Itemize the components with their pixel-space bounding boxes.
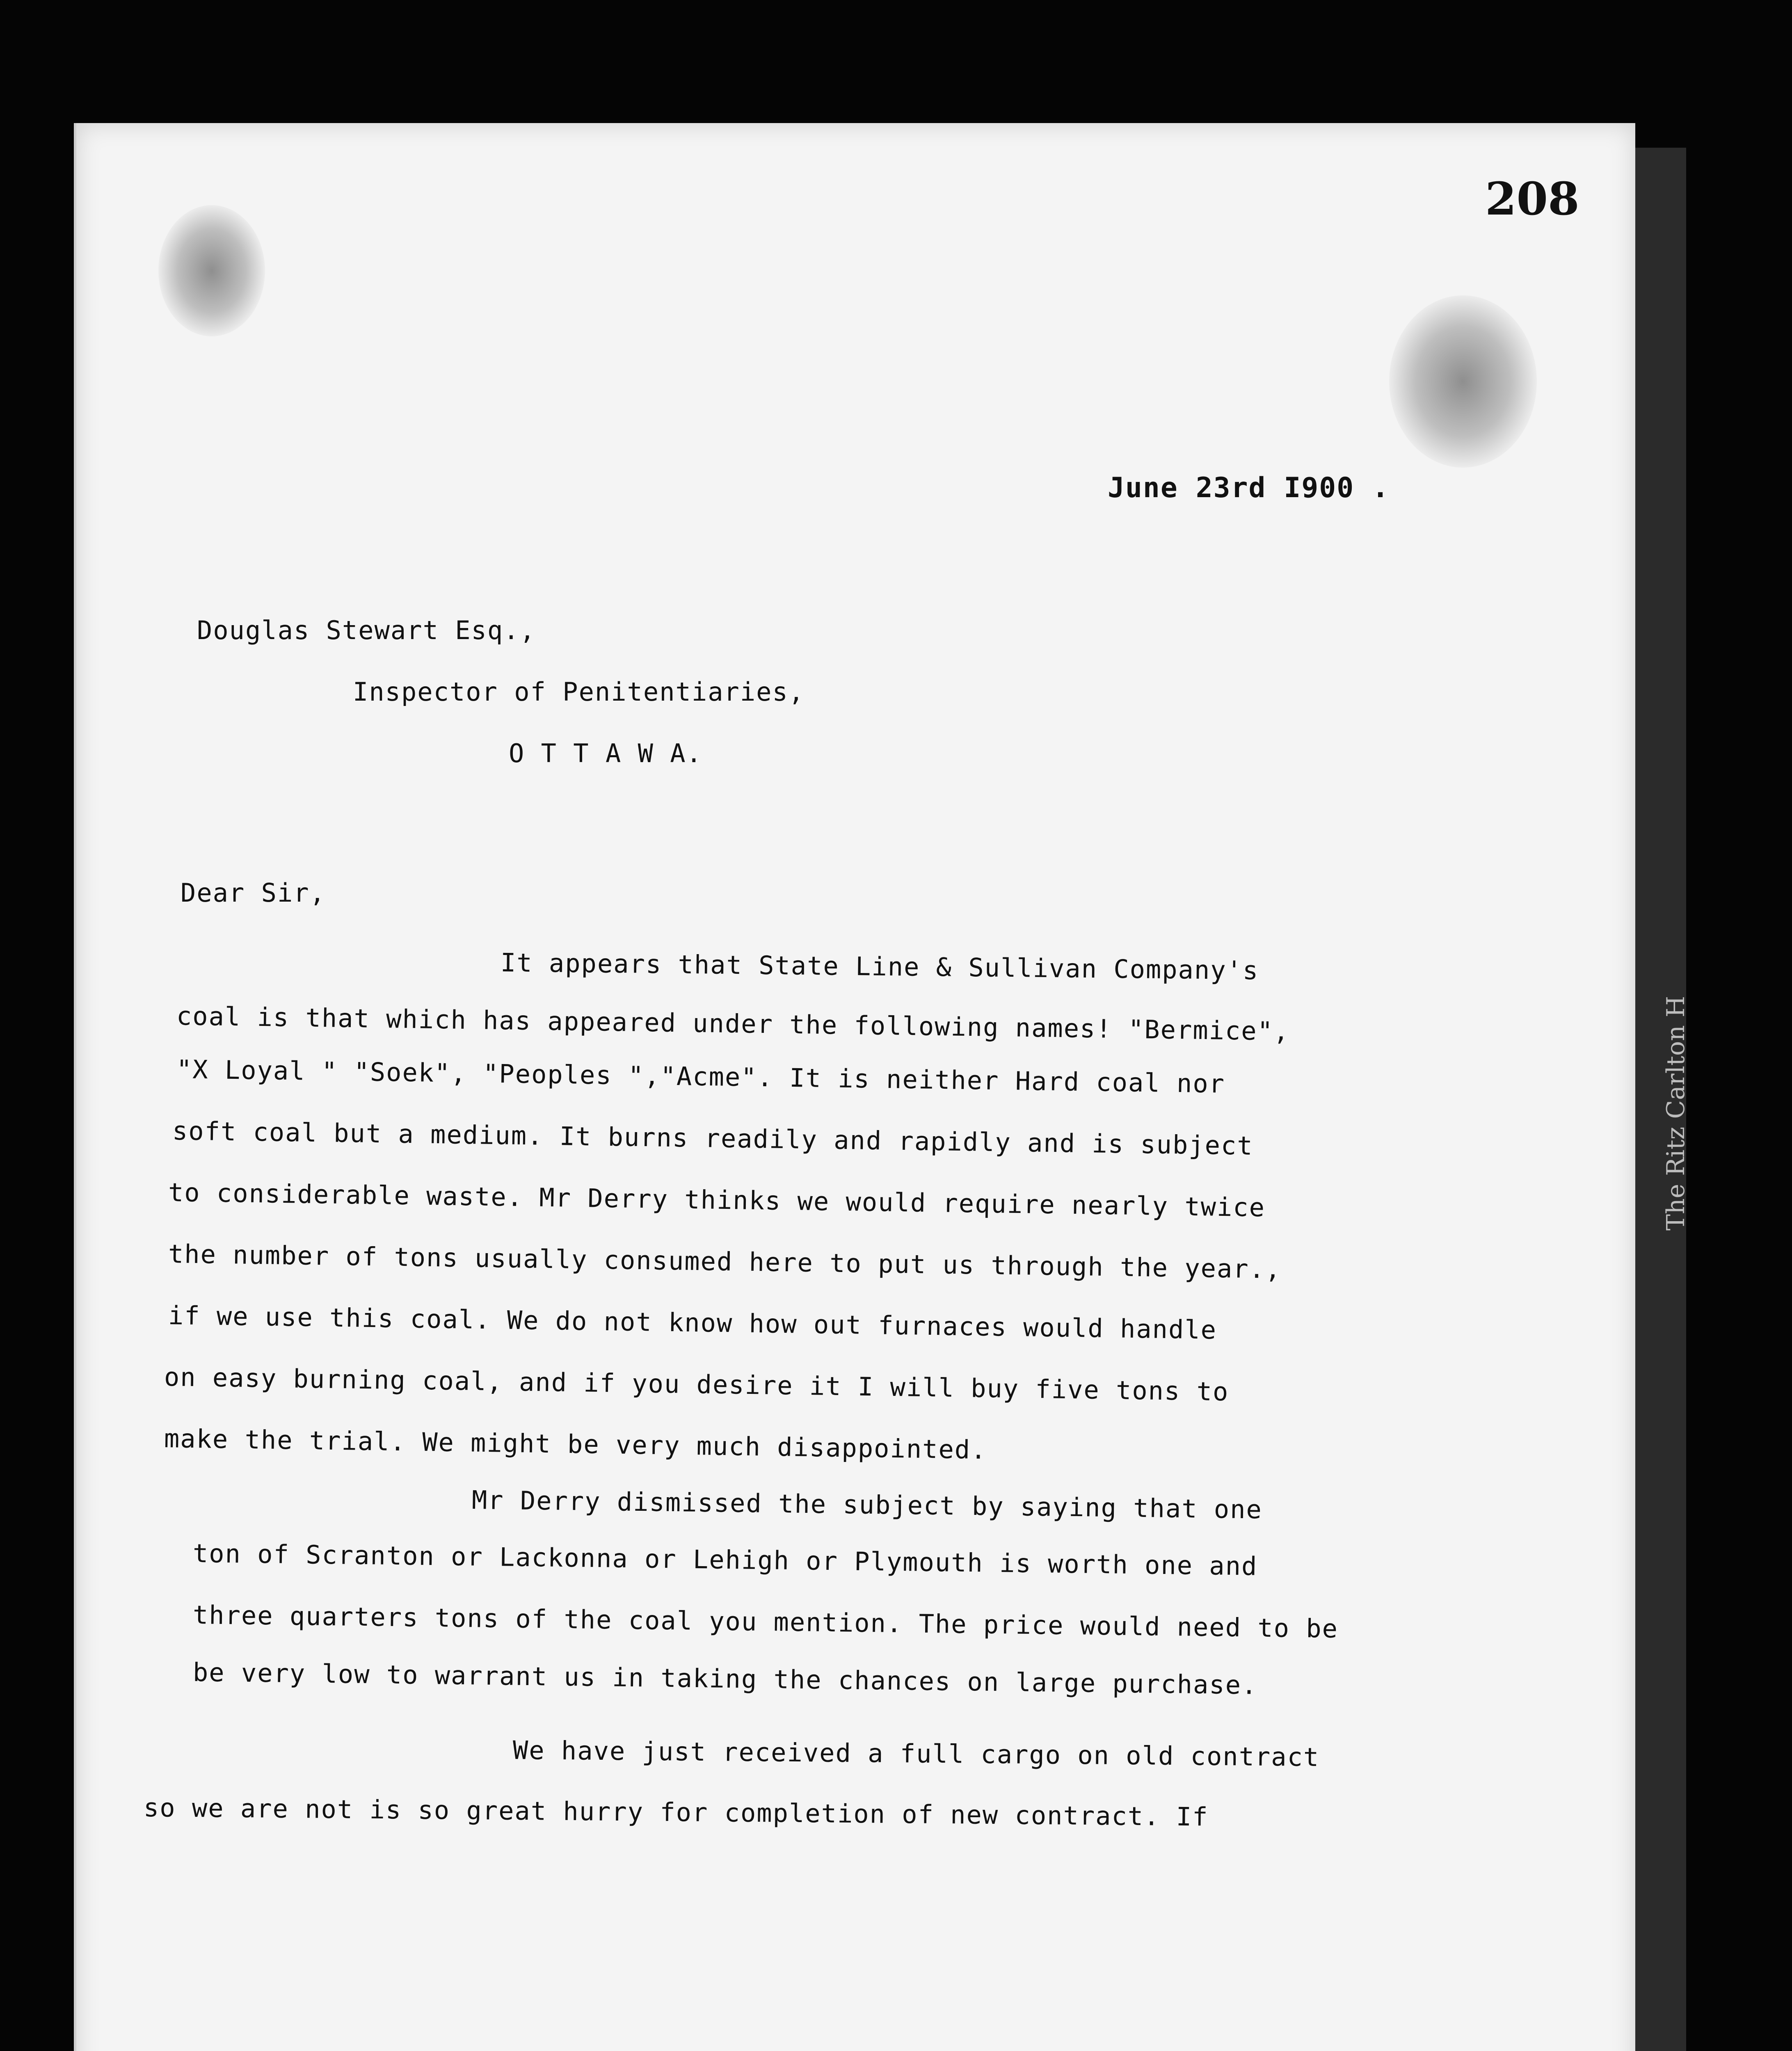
body-line: ton of Scranton or Lackonna or Lehigh or Plymouth is worth one and: [192, 1538, 1258, 1581]
body-line: We have just received a full cargo on old contract: [512, 1735, 1320, 1772]
body-line: make the trial. We might be very much disappointed.: [164, 1423, 987, 1465]
side-margin-text: The Ritz Carlton H: [1662, 996, 1690, 1231]
addressee-city: O T T A W A.: [509, 738, 702, 768]
body-line: to considerable waste. Mr Derry thinks we would require nearly twice: [168, 1177, 1266, 1223]
page-number: 208: [1485, 172, 1579, 225]
body-line: on easy burning coal, and if you desire it I will buy five tons to: [164, 1362, 1229, 1407]
body-line: be very low to warrant us in taking the chances on large purchase.: [192, 1657, 1258, 1700]
body-line: three quarters tons of the coal you mention. The price would need to be: [192, 1600, 1339, 1644]
letter-date: June 23rd I900 .: [1108, 472, 1390, 504]
body-line: coal is that which has appeared under the following names! "Bermice",: [176, 1001, 1290, 1046]
body-line: the number of tons usually consumed here to put us through the year.,: [168, 1239, 1282, 1284]
addressee-name: Douglas Stewart Esq.,: [197, 615, 536, 645]
body-line: "X Loyal " "Soek", "Peoples ","Acme". It is neither Hard coal nor: [176, 1054, 1225, 1099]
body-line: if we use this coal. We do not know how out furnaces would handle: [168, 1300, 1217, 1345]
addressee-title: Inspector of Penitentiaries,: [353, 677, 805, 707]
stain-top-left: [158, 205, 265, 336]
stain-top-right: [1389, 295, 1537, 468]
body-line: so we are not is so great hurry for completion of new contract. If: [143, 1793, 1209, 1832]
body-line: Mr Derry dismissed the subject by saying that one: [471, 1485, 1263, 1525]
salutation: Dear Sir,: [181, 878, 326, 908]
body-line: It appears that State Line & Sullivan Company's: [500, 948, 1259, 986]
body-line: soft coal but a medium. It burns readily and rapidly and is subject: [172, 1116, 1254, 1161]
